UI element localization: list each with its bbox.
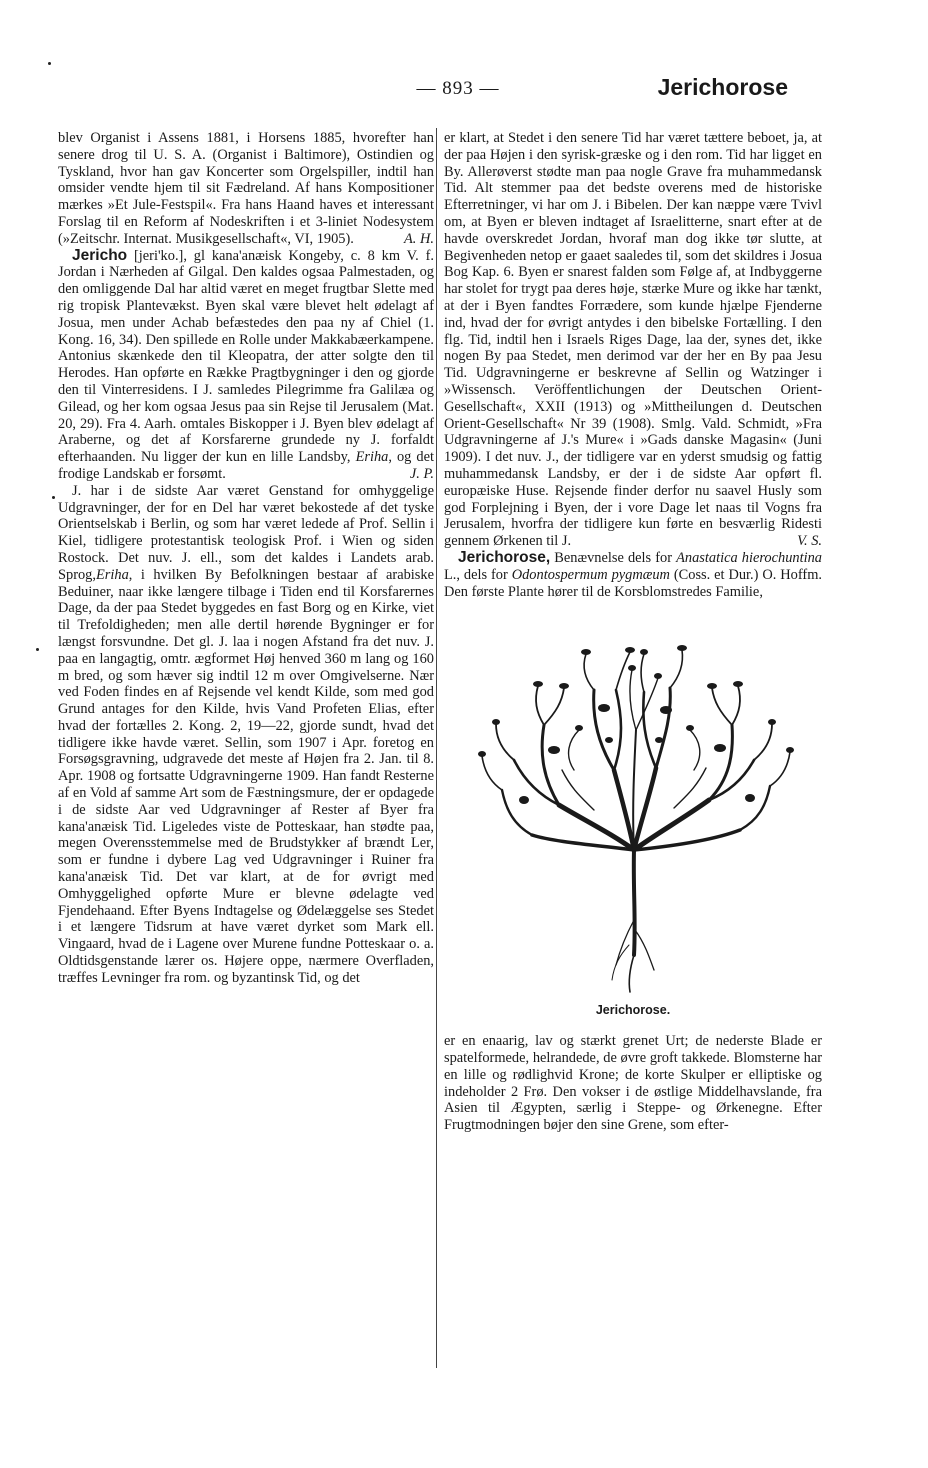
entry-jericho-excavations: [58, 483, 434, 987]
page-header: [58, 74, 788, 108]
entry-text: , i hvilken By Befolkningen bestaar af arabiske Beduiner, naar ikke længere tilbage i Tiden end til Korsfarernes Dage, da der paa Stedet byggedes en fast Borg og en Kirke, viet til Trefoldigheden; men alle dertil hørende Bygninger er for længst forsvundne. Det gl. J. laa i nogen Afstand fra det nuv. J. paa en langagtig, omtr. ægformet Høj henved 360 m lang og 160 m bred, og som hæver sig indtil 12 m over Omgivelserne. Nær ved Foden findes en af Rejsende vel kendt Kilde, som med god Grund antages for den Kilde, hvis Vand Profeten Elias, efter hvad der fortælles 2. Kong. 2, 19—22, gjorde sundt, hvad det tidligere ikke havde været. Sellin, som 1907 i Apr. foretog en Forsøgsgravning, udgravede det meste af Højen fra 2. Jan. til 8. Apr. 1908 og fortsatte Udgravningerne 1909. Han fandt Resterne af en Vold af samme Art som de Fæstningsmure, der er opdagede i de sidste Aar ved Udgravninger af Rester af Byer fra kana'anæisk Tid. Ligeledes viste de Potteskaar, han stødte paa, megen Overensstemmelse med de Brudstykker af brændt Ler, som er fundne i dybere Lag ved Udgravninger i Ruiner fra kana'anæisk Tid. Det var klart, at de for øvrigt med Omhyggelighed opførte Mure er blevne ødelagte ved Fjendehaand. Efter Byens Indtagelse og Ødelæggelse ses Stedet i et længere Tidsrum at have været dyrket som Mark ell. Vingaard, hvad de i Lagene over Murene fundne Potteskaar o. a. Oldtidsgenstande lærer os. Højere oppe, nærmere Overfladen, træffes Levninger fra rom. og byzantinsk Tid, og det: [58, 566, 434, 986]
entry-text: blev Organist i Assens 1881, i Horsens 1885, hvorefter han senere drog til U. S. A. (Organist i Baltimore), Ostindien og Tyskland, hvor han gav Koncerter som Orgelspiller, indtil han omsider vendte hjem til sit Fædreland. Af hans Kompositioner mærkes »Et Jule-Festspil«. Fra hans Haand haves et interessant Forslag til en Reform af Nodeskriften i et 3-liniet Nodesystem (»Zeitschr. Internat. Musikgesellschaft«, VI, 1905).: [58, 130, 434, 247]
entry-continuation: [58, 130, 434, 248]
author-signature: A. H.: [404, 230, 434, 247]
right-column: [444, 130, 822, 1134]
plant-engraving: [444, 620, 822, 1000]
entry-continuation: [444, 130, 822, 550]
headword-jerichorose: Jerichorose,: [458, 548, 551, 566]
headword-jericho: Jericho: [72, 246, 128, 264]
figure-caption: Jerichorose.: [595, 1003, 671, 1018]
species-name: Odontospermum pygmæum: [511, 566, 670, 583]
entry-text: L., dels for: [444, 566, 512, 583]
left-column: [58, 130, 434, 987]
column-divider: [436, 128, 437, 1368]
print-speck: [52, 496, 55, 499]
entry-jericho: [58, 248, 434, 483]
page-number: — 893 —: [416, 78, 500, 99]
print-speck: [48, 62, 51, 65]
entry-text: [jeri'ko.], gl kana'anæisk Kongeby, c. 8 km V. f. Jordan i Nærheden af Gilgal. Den kaldes ogsaa Palmestaden, og den omliggende Dal har altid været en meget frugtbar Slette med rig tropisk Plantevækst. Byen skal være blevet helt ødelagt af Josua, men under Achab befæstedes den paa ny af Chiel (1. Kong. 16, 34). Den spillede en Rolle under Makkabæerkampene. Antonius skænkede den til Kleopatra, der atter solgte den til Herodes. Han opførte en Række Pragtbygninger i den og gjorde den til Vinterresidens. I J. samledes Pilegrimme fra Galilæa og Gilead, og her kom ogsaa Jesus paa sin Rejse til Jerusalem (Mat. 20, 29). Fra 4. Aarh. omtales Biskopper i J. Byen blev ødelagt af Araberne, og det af Korsfarerne grundede ny J. forfaldt efterhaanden. Nu ligger der kun en lille Landsby,: [58, 247, 434, 466]
running-head: Jerichorose: [657, 74, 788, 100]
italic-term: Eriha: [355, 449, 389, 466]
entry-text: Benævnelse dels for: [550, 549, 677, 566]
entry-text: er en enaarig, lav og stærkt grenet Urt; de nederste Blade er spatelformede, helrandede, de øvre groft takkede. Blomsterne har en lille og rødlighvid Krone; de korte Skulper er elliptiske og indeholder 2 Frø. Den vokser i de østlige Middelhavslande, fra Asien til Ægypten, særlig i Steppe- og Ørkenegne. Efter Frugtmodningen bøjer den sine Grene, som efter-: [444, 1033, 822, 1134]
entry-jerichorose: [444, 550, 822, 600]
author-signature: V. S.: [797, 533, 822, 550]
print-speck: [36, 648, 39, 651]
entry-text: , og det frodige Landskab er forsømt.: [58, 449, 435, 482]
species-name: Anastatica hierochuntina: [676, 549, 822, 566]
entry-continuation: [444, 1033, 822, 1134]
italic-term: Eriha: [95, 566, 129, 583]
entry-text: er klart, at Stedet i den senere Tid har været tættere beboet, ja, at der paa Højen i den syrisk-græske og i den rom. Tid har ligget en By. Allerøverst stødte man paa nogle Grave fra muhammedansk Tid. Alt stemmer paa det bedste overens med de historiske Efterretninger, vi har om J. i Bibelen. Der kan næppe være Tvivl om, at Byen er bleven indtaget af Israelitterne, snart efter at de havde overskredet Jordan, hvoraf man dog ikke tør slutte, at Begivenheden netop er gaaet saaledes til, som det skildres i Josua Bog Kap. 6. Byen er snarest falden som Følge af, at Indbyggerne har stolet for trygt paa deres høje, stærke Mure og ikke har tænkt, at der i Byen fandtes Forrædere, som kunde hjælpe Fjenderne ind, hvad der for øvrigt antydes i den bibelske Fortælling. I den flg. Tid, indtil hen i Israels Riges Dage, laa der, synes det, ikke nogen By paa Stedet, men derimod var der her en By paa Jesu Tid. Udgravningerne er beskrevne af Sellin og Watzinger i »Wissensch. Veröffentlichungen der Deutschen Orient-Gesellschaft«, XXII (1913) og »Mittheilungen d. Deutschen Orient-Gesellschaft« Nr 39 (1908). Smlg. Vald. Schmidt, »Fra Udgravningerne af J.'s Mure« i »Gads danske Magasin« (Juni 1909). I det nuv. J., der tidligere var en yderst smudsig og fattig muhammedansk Landsby, er der i de sidste Aar opført fl. europæiske Huse. Rejsende finder derfor nu saavel Husly som god Forplejning i Byen, der i vore Dage let naas til Vogns fra Jerusalem, hvorfra der tidligere kun førte en besværlig Ridesti gennem Ørkenen til J.: [444, 130, 822, 550]
author-signature: J. P.: [409, 465, 434, 482]
entry-text: J. har i de sidste Aar været Genstand for omhyggelige Udgravninger, der for en Del har været bekostede af det tyske Orientselskab i Berlin, og som har været ledede af Prof. Sellin i Kiel, tidligere protestantisk teologisk Prof. i Wien og siden Rostock. Det nuv. J. ell., som det kaldes i Landets arab. Sprog,: [58, 482, 434, 583]
jerichorose-illustration: [444, 620, 822, 1000]
entry-text: (Coss. et Dur.) O. Hoffm. Den første Plante hører til de Korsblomstredes Familie,: [444, 566, 822, 600]
